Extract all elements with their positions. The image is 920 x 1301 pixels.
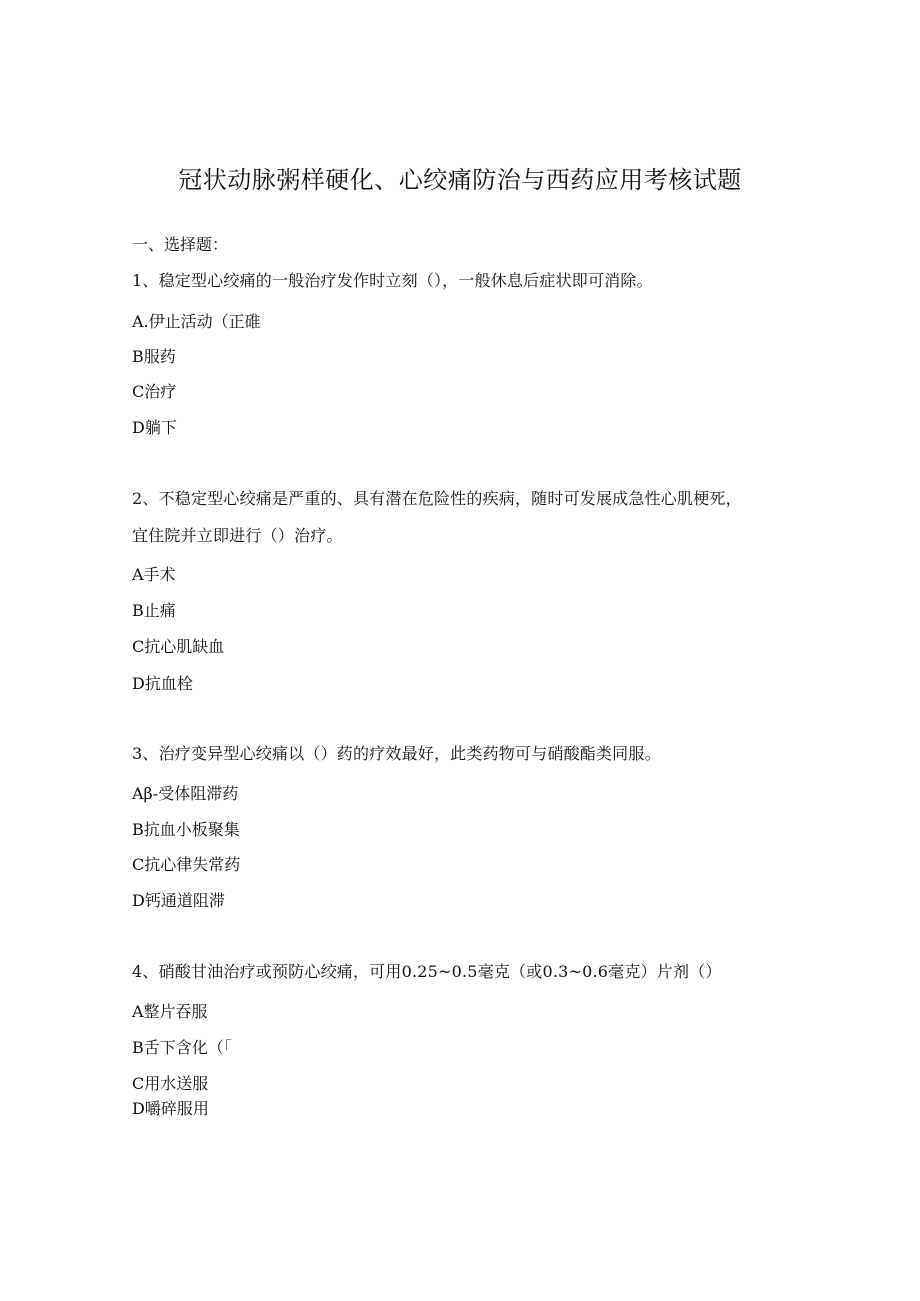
question-4-option-c: C用水送服 — [132, 1074, 209, 1093]
document-title: 冠状动脉粥样硬化、心绞痛防治与西药应用考核试题 — [178, 166, 742, 194]
question-1-text: 1、稳定型心绞痛的一般治疗发作时立刻（），一般休息后症状即可消除。 — [132, 271, 653, 290]
question-2-option-c: C抗心肌缺血 — [132, 637, 225, 656]
question-1-option-d: D躺下 — [132, 418, 177, 437]
question-4-text: 4、硝酸甘油治疗或预防心绞痛，可用0.25~0.5毫克（或0.3~0.6毫克）片剂（） — [132, 962, 722, 981]
question-1-option-a: A.伊止活动（正碓 — [132, 312, 261, 331]
question-4-option-b: B舌下含化（「 — [132, 1038, 232, 1057]
question-2-text-line-2: 宜住院并立即进行（）治疗。 — [132, 526, 343, 545]
question-3-option-d: D钙通道阻滞 — [132, 891, 225, 910]
question-1-option-c: C治疗 — [132, 382, 177, 401]
question-1-option-b: B服药 — [132, 347, 176, 366]
question-4-option-a: A整片吞服 — [132, 1002, 208, 1021]
question-3-option-a: Aβ-受体阻滞药 — [132, 784, 239, 803]
question-2-option-b: B止痛 — [132, 601, 176, 620]
question-4-option-d: D嚼碎服用 — [132, 1099, 209, 1118]
question-2-option-d: D抗血栓 — [132, 674, 193, 693]
question-3-option-c: C抗心律失常药 — [132, 855, 241, 874]
question-3-text: 3、治疗变异型心绞痛以（）药的疗效最好，此类药物可与硝酸酯类同服。 — [132, 744, 661, 763]
question-3-option-b: B抗血小板聚集 — [132, 820, 240, 839]
question-2-option-a: A手术 — [132, 565, 176, 584]
question-2-text-line-1: 2、不稳定型心绞痛是严重的、具有潜在危险性的疾病，随时可发展成急性心肌梗死， — [132, 489, 742, 508]
section-heading: 一、选择题： — [132, 235, 229, 254]
